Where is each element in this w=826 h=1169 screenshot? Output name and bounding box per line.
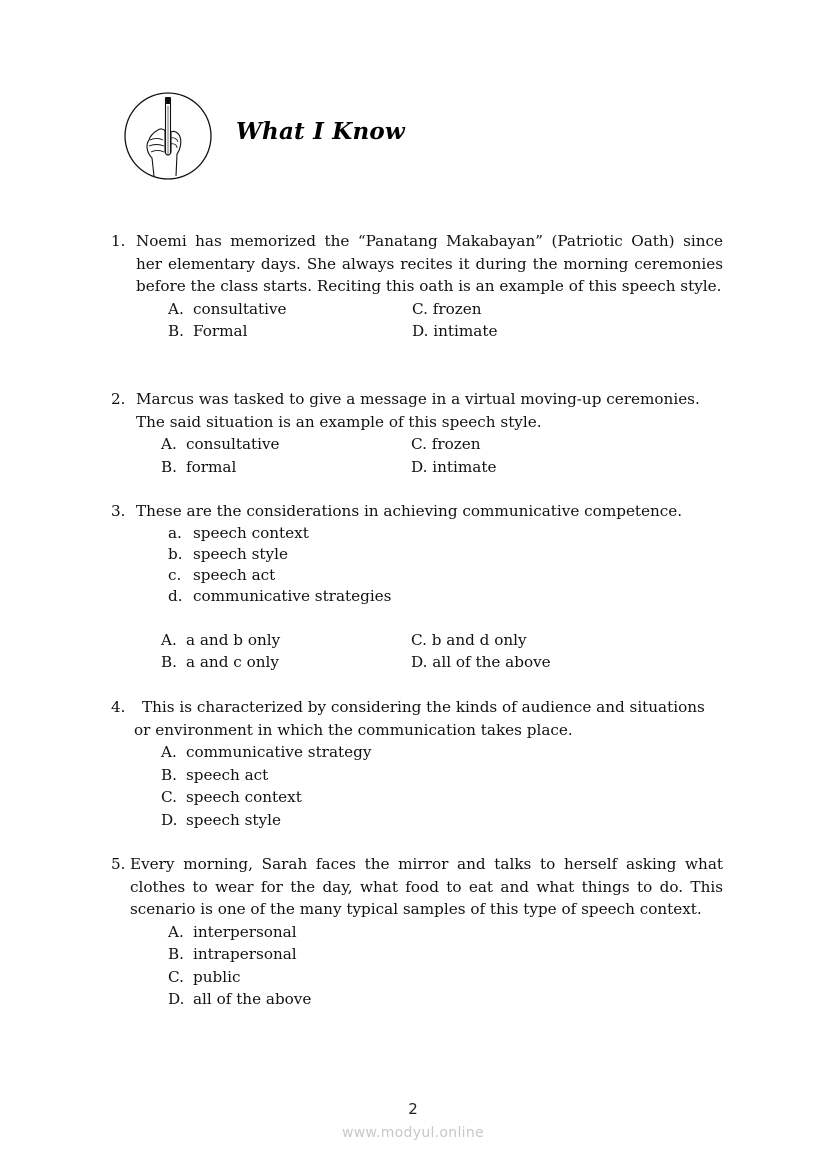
- sub-item: c. speech act: [168, 565, 276, 584]
- question-number: 3.: [111, 502, 126, 520]
- question-text: These are the considerations in achieving communicative competence.: [136, 502, 683, 520]
- question-text: Noemi has memorized the “Panatang Makabayan” (Patriotic Oath) since her elementary days. She always recites it during the morning ceremonies before the class starts. Reciting this oath is an example of this speech style.: [136, 232, 723, 295]
- page-number: 2: [408, 1100, 418, 1118]
- option-d[interactable]: D. all of the above: [411, 653, 551, 671]
- considerations-list: [168, 523, 723, 607]
- question-number: 5.: [111, 855, 126, 873]
- question-4: [111, 696, 723, 831]
- option-d[interactable]: D. intimate: [411, 457, 497, 476]
- question-number: 4.: [111, 698, 126, 716]
- question-text: This is characterized by considering the kinds of audience and situations or environment in which the communication takes place.: [134, 698, 705, 739]
- sub-item: d. communicative strategies: [168, 586, 392, 605]
- option-c[interactable]: C. frozen: [412, 299, 482, 318]
- option-c[interactable]: C. frozen: [411, 435, 481, 453]
- option-d[interactable]: D. intimate: [412, 322, 498, 340]
- option-b[interactable]: B. intrapersonal: [168, 945, 297, 963]
- question-3: [111, 500, 723, 674]
- question-text: Marcus was tasked to give a message in a virtual moving-up ceremonies. The said situation is an example of this speech style.: [136, 390, 700, 431]
- option-b[interactable]: B. Formal: [168, 322, 248, 340]
- option-c[interactable]: C. b and d only: [411, 630, 527, 649]
- question-5: [111, 853, 723, 1011]
- option-a[interactable]: A. communicative strategy: [161, 743, 372, 761]
- option-a[interactable]: A. consultative: [168, 299, 287, 318]
- option-b[interactable]: B. a and c only: [161, 653, 279, 671]
- sub-item: b. speech style: [168, 544, 288, 563]
- section-header: [124, 92, 212, 180]
- question-2: [111, 388, 723, 478]
- question-1: [111, 230, 723, 343]
- option-d[interactable]: D. all of the above: [168, 990, 312, 1008]
- option-d[interactable]: D. speech style: [161, 810, 281, 829]
- option-c[interactable]: C. public: [168, 967, 241, 986]
- hand-holding-pencil-icon: [124, 92, 212, 180]
- option-b[interactable]: B. formal: [161, 457, 237, 476]
- option-a[interactable]: A. a and b only: [161, 630, 281, 649]
- option-a[interactable]: A. consultative: [161, 435, 280, 453]
- option-c[interactable]: C. speech context: [161, 788, 302, 806]
- watermark: www.modyul.online: [342, 1125, 484, 1141]
- option-a[interactable]: A. interpersonal: [168, 922, 297, 941]
- page-title: What I Know: [236, 118, 405, 145]
- question-number: 1.: [111, 232, 126, 250]
- sub-item: a. speech context: [168, 523, 309, 542]
- question-text: Every morning, Sarah faces the mirror and talks to herself asking what clothes to wear for the day, what food to eat and what things to do. This scenario is one of the many typical samples of this type of speech context.: [130, 855, 723, 918]
- question-number: 2.: [111, 390, 126, 408]
- option-b[interactable]: B. speech act: [161, 765, 269, 784]
